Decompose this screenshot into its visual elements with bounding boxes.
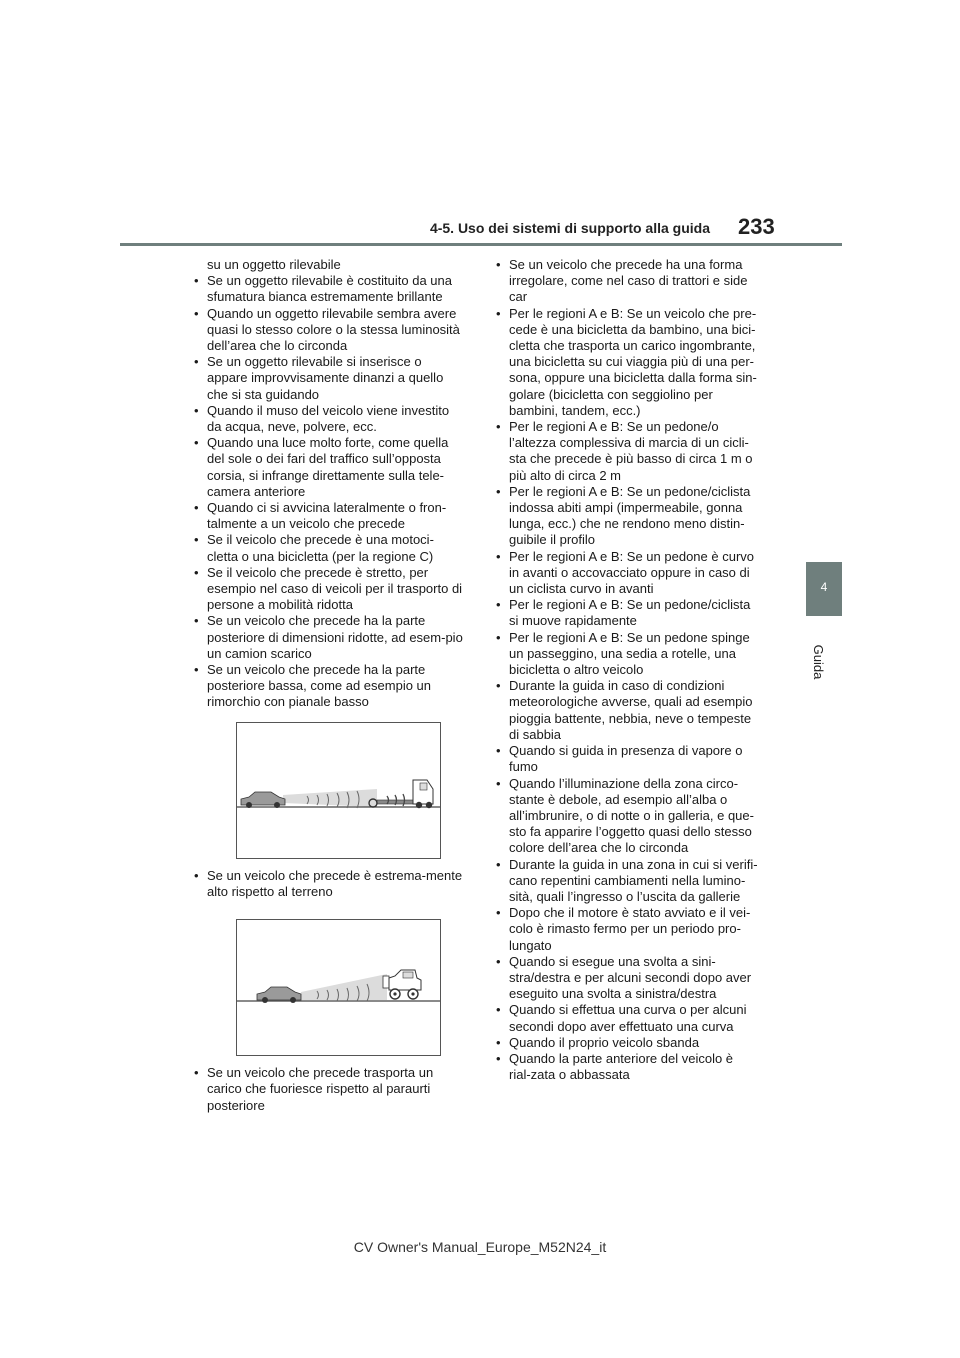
- list-item: • Quando il muso del veicolo viene investito da acqua, neve, polvere, ecc.: [192, 403, 464, 435]
- page-header-title: 4-5. Uso dei sistemi di supporto alla guida: [429, 220, 710, 236]
- list-item: • Quando l’illuminazione della zona circo-stante è debole, ad esempio all’alba o all’imbrunire, o di notte o in galleria, e que-sto fa apparire l’oggetto quasi dello stesso colore dell’area che lo circonda: [494, 776, 758, 857]
- list-item: • Quando si guida in presenza di vapore o fumo: [494, 743, 758, 775]
- list-item: • Se un oggetto rilevabile si inserisce o appare improvvisamente dinanzi a quello che si sta guidando: [192, 354, 464, 403]
- page-number: 233: [738, 214, 775, 239]
- header-rule: [120, 243, 842, 246]
- left-bullet-list: [192, 273, 464, 710]
- left-bullet-list-2: [192, 868, 464, 900]
- chapter-side-label: Guida: [811, 644, 826, 680]
- list-item: • Quando si esegue una svolta a sini-stra/destra e per alcuni secondi dopo aver eseguito una svolta a sinistra/destra: [494, 954, 758, 1003]
- list-item: • Dopo che il motore è stato avviato e il vei-colo è rimasto fermo per un periodo pro-lungato: [494, 905, 758, 954]
- list-item: • Se un veicolo che precede è estrema-mente alto rispetto al terreno: [192, 868, 464, 900]
- list-item: • Per le regioni A e B: Se un pedone/ciclista indossa abiti ampi (impermeabile, gonna lunga, ecc.) che ne rendono meno distin-guibile il profilo: [494, 484, 758, 549]
- page-footer: CV Owner's Manual_Europe_M52N24_it: [353, 1239, 607, 1255]
- chapter-tab[interactable]: [806, 562, 842, 616]
- list-item: • Durante la guida in una zona in cui si verifi-cano repentini cambiamenti nella lumino-sità, quali l’ingresso o l’uscita da gallerie: [494, 857, 758, 906]
- list-item: • Per le regioni A e B: Se un pedone/ciclista si muove rapidamente: [494, 597, 758, 629]
- list-item: • Quando la parte anteriore del veicolo è rial-zata o abbassata: [494, 1051, 758, 1083]
- list-item: • Durante la guida in caso di condizioni meteorologiche avverse, quali ad esempio pioggia battente, nebbia, neve o tempeste di sabbia: [494, 678, 758, 743]
- illustration-low-trailer: [236, 722, 441, 859]
- list-item: • Se il veicolo che precede è una motoci-cletta o una bicicletta (per la regione C): [192, 532, 464, 564]
- list-item: • Quando si effettua una curva o per alcuni secondi dopo aver effettuato una curva: [494, 1002, 758, 1034]
- illustration-high-vehicle: [236, 919, 441, 1056]
- low-trailer-illustration-svg: [237, 723, 440, 858]
- list-item: • Quando una luce molto forte, come quella del sole o dei fari del traffico sull’opposta corsia, si infrange direttamente sulla tele-camera anteriore: [192, 435, 464, 500]
- list-item: • Per le regioni A e B: Se un veicolo che pre-cede è una bicicletta da bambino, una bici-cletta che trasporta un carico ingombrante, una bicicletta su cui viaggia più di una per-sona, oppure una bicicletta dalla forma sin-golare (bicicletta con seggiolino per bambini, tandem, ecc.): [494, 306, 758, 419]
- lead-continuation-text: su un oggetto rilevabile: [207, 257, 341, 272]
- high-vehicle-illustration-svg: [237, 920, 440, 1055]
- list-item: • Se un veicolo che precede ha una forma irregolare, come nel caso di trattori e side car: [494, 257, 758, 306]
- list-item: • Quando il proprio veicolo sbanda: [494, 1035, 758, 1051]
- list-item: • Se un veicolo che precede trasporta un carico che fuoriesce rispetto al paraurti posteriore: [192, 1065, 464, 1114]
- list-item: • Se il veicolo che precede è stretto, per esempio nel caso di veicoli per il trasporto di persone a mobilità ridotta: [192, 565, 464, 614]
- list-item: • Quando un oggetto rilevabile sembra avere quasi lo stesso colore o la stessa luminosità dell’area che lo circonda: [192, 306, 464, 355]
- list-item: • Se un veicolo che precede ha la parte posteriore bassa, come ad esempio un rimorchio con pianale basso: [192, 662, 464, 711]
- right-bullet-list: [494, 257, 758, 1083]
- list-item: • Se un oggetto rilevabile è costituito da una sfumatura bianca estremamente brillante: [192, 273, 464, 305]
- right-column: [494, 257, 758, 1083]
- list-item: • Per le regioni A e B: Se un pedone/o l’altezza complessiva di marcia di un cicli-sta che precede è più basso di circa 1 m o più alto di circa 2 m: [494, 419, 758, 484]
- list-item: • Per le regioni A e B: Se un pedone spinge un passeggino, una sedia a rotelle, una bicicletta o altro veicolo: [494, 630, 758, 679]
- list-item: • Per le regioni A e B: Se un pedone è curvo in avanti o accovacciato oppure in caso di un ciclista curvo in avanti: [494, 549, 758, 598]
- chapter-tab-number: 4: [820, 580, 828, 594]
- list-item: • Quando ci si avvicina lateralmente o fron-talmente a un veicolo che precede: [192, 500, 464, 532]
- left-column: [192, 257, 464, 1114]
- list-item: • Se un veicolo che precede ha la parte posteriore di dimensioni ridotte, ad esem-pio un camion scarico: [192, 613, 464, 662]
- left-bullet-list-3: [192, 1065, 464, 1114]
